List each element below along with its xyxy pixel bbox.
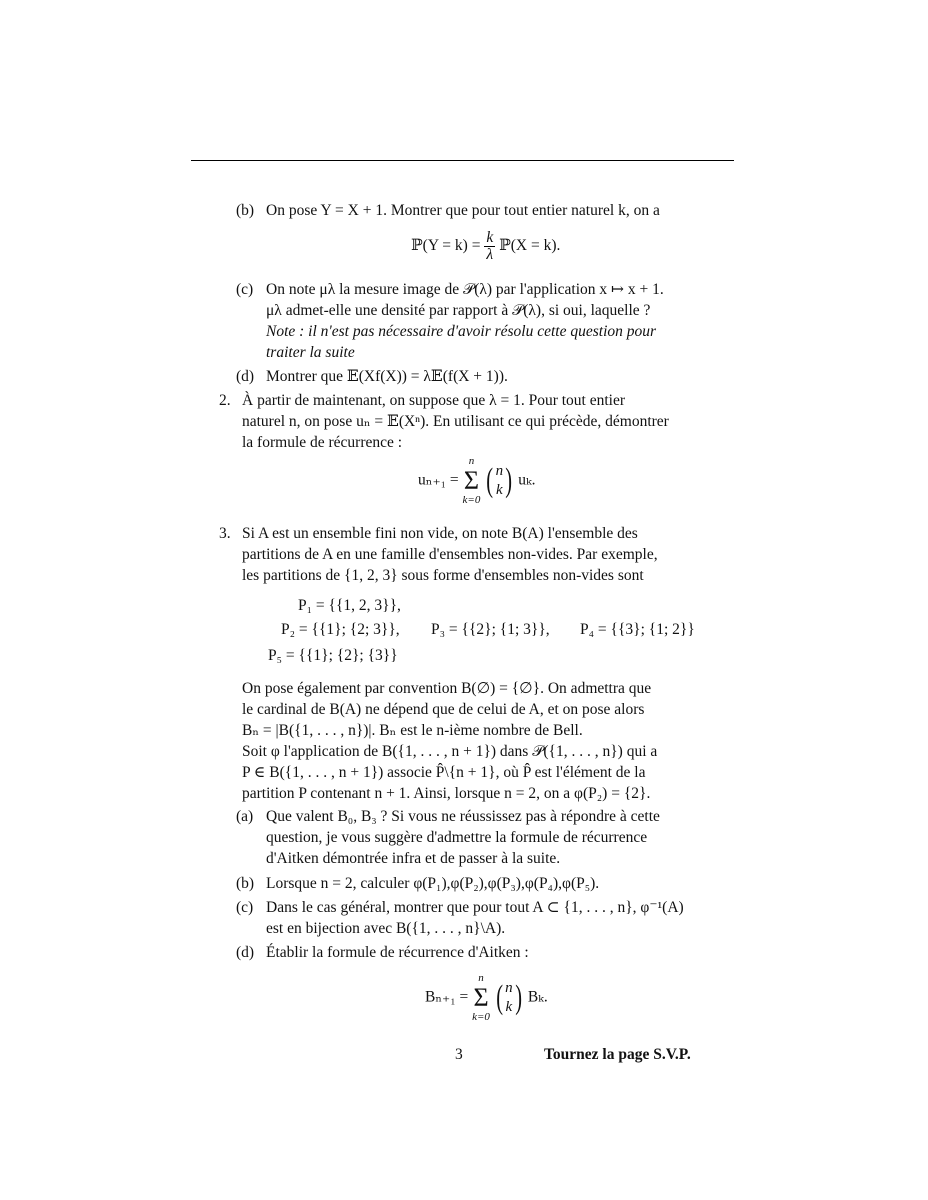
sum-symbol: n Σ k=0: [462, 455, 481, 506]
partition-p3: P₃ = {{2}; {1; 3}},: [431, 621, 550, 638]
partition-p2: P₂ = {{1}; {2; 3}},: [281, 621, 400, 638]
page-number: 3: [455, 1046, 463, 1063]
eq-3d-right: Bₖ.: [527, 988, 548, 1006]
item-2-equation: [418, 455, 536, 507]
item-1c-note-line1: Note : il n'est pas nécessaire d'avoir résolu cette question pour: [266, 323, 657, 340]
item-3a-line3: d'Aitken démontrée infra et de passer à la suite.: [266, 850, 561, 867]
item-3-para1-line2: le cardinal de B(A) ne dépend que de celui de A, et on pose alors: [242, 701, 645, 718]
item-1c-line1: On note μλ la mesure image de 𝒫(λ) par l'application x ↦ x + 1.: [266, 281, 664, 298]
item-1c-note-line2: traiter la suite: [266, 344, 355, 361]
header-rule: [191, 160, 734, 161]
sum-upper-limit: n: [478, 972, 484, 984]
sum-symbol: n Σ k=0: [472, 972, 490, 1023]
item-2-line3: la formule de récurrence :: [242, 434, 403, 451]
item-3-line1: Si A est un ensemble fini non vide, on note B(A) l'ensemble des: [242, 525, 638, 542]
item-3-para2-line1: Soit φ l'application de B({1, . . . , n + 1}) dans 𝒫({1, . . . , n}) qui a: [242, 743, 658, 760]
item-1b-equation: [411, 230, 560, 263]
item-3-para2-line3: partition P contenant n + 1. Ainsi, lorsque n = 2, on a φ(P₂) = {2}.: [242, 785, 651, 802]
item-3c-label: (c): [236, 899, 254, 916]
binomial-coefficient: ( n k ): [486, 462, 513, 499]
eq-2-right: uₖ.: [518, 471, 536, 489]
eq-1b-left: ℙ(Y = k) =: [411, 237, 481, 255]
item-3a-line1: Que valent B₀, B₃ ? Si vous ne réussissez pas à répondre à cette: [266, 808, 660, 825]
item-3c-line1: Dans le cas général, montrer que pour tout A ⊂ {1, . . . , n}, φ⁻¹(A): [266, 899, 684, 916]
footer-turn-page: Tournez la page S.V.P.: [544, 1046, 691, 1063]
item-3d-text: Établir la formule de récurrence d'Aitken :: [266, 944, 529, 961]
item-3d-label: (d): [236, 944, 255, 961]
item-3a-label: (a): [236, 808, 254, 825]
partition-p1: P₁ = {{1, 2, 3}},: [298, 597, 401, 614]
sum-lower-limit: k=0: [472, 1011, 490, 1023]
partition-p4: P₄ = {{3}; {1; 2}}: [580, 621, 695, 638]
eq-1b-right: ℙ(X = k).: [499, 237, 561, 255]
item-1b-label: (b): [236, 202, 255, 219]
sum-upper-limit: n: [468, 455, 475, 467]
item-3d-equation: [425, 972, 548, 1024]
binomial-coefficient: ( n k ): [496, 979, 522, 1016]
item-1d-label: (d): [236, 368, 255, 385]
item-3b-label: (b): [236, 875, 255, 892]
item-1c-label: (c): [236, 281, 254, 298]
item-1d-text: Montrer que 𝔼(Xf(X)) = λ𝔼(f(X + 1)).: [266, 368, 508, 385]
item-3b-text: Lorsque n = 2, calculer φ(P₁),φ(P₂),φ(P₃),φ(P₄),φ(P₅).: [266, 875, 600, 892]
item-2-label: 2.: [219, 392, 231, 409]
eq-1b-frac-den: λ: [486, 246, 494, 263]
item-3-line2: partitions de A en une famille d'ensembles non-vides. Par exemple,: [242, 546, 658, 563]
item-1c-line2: μλ admet-elle une densité par rapport à 𝒫(λ), si oui, laquelle ?: [266, 302, 651, 319]
item-3-label: 3.: [219, 525, 231, 542]
item-2-line2: naturel n, on pose uₙ = 𝔼(Xⁿ). En utilisant ce qui précède, démontrer: [242, 413, 669, 430]
item-3-line3: les partitions de {1, 2, 3} sous forme d'ensembles non-vides sont: [242, 567, 644, 584]
binom-bottom: k: [495, 482, 503, 498]
eq-1b-fraction: [484, 230, 495, 263]
item-3-para2-line2: P ∈ B({1, . . . , n + 1}) associe P̂\{n + 1}, où P̂ est l'élément de la: [242, 764, 646, 781]
item-2-line1: À partir de maintenant, on suppose que λ = 1. Pour tout entier: [242, 392, 626, 409]
item-1b-text: On pose Y = X + 1. Montrer que pour tout entier naturel k, on a: [266, 202, 660, 219]
binom-bottom: k: [505, 999, 513, 1015]
eq-3d-left: Bₙ₊₁ =: [425, 988, 469, 1006]
binom-top: n: [505, 980, 513, 996]
item-3c-line2: est en bijection avec B({1, . . . , n}\A).: [266, 920, 506, 937]
item-3-para1-line1: On pose également par convention B(∅) = {∅}. On admettra que: [242, 680, 652, 697]
binom-top: n: [495, 463, 504, 479]
eq-2-left: uₙ₊₁ =: [418, 471, 459, 489]
item-3a-line2: question, je vous suggère d'admettre la formule de récurrence: [266, 829, 648, 846]
eq-1b-frac-num: k: [486, 229, 494, 246]
item-3-para1-line3: Bₙ = |B({1, . . . , n})|. Bₙ est le n-ième nombre de Bell.: [242, 722, 583, 739]
partition-p5: P₅ = {{1}; {2}; {3}}: [268, 647, 398, 664]
sum-lower-limit: k=0: [462, 494, 481, 506]
